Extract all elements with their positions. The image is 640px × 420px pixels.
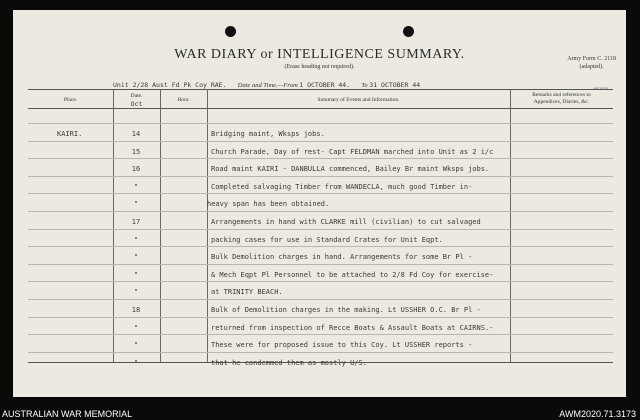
entry-date: " [133,323,139,332]
row-rule [28,334,613,335]
diary-page [13,10,626,397]
header-date: Date. [130,93,143,99]
row-rule [28,264,613,265]
entry-date: " [133,341,139,350]
entry-date: 15 [131,147,141,156]
entry-date: " [133,182,139,191]
entry-summary: at TRINITY BEACH. [211,288,283,297]
entry-summary: Bridging maint, Wksps jobs. [211,130,325,138]
column-divider-summary [510,89,511,362]
form-reference [567,55,616,71]
row-rule [28,317,613,318]
row-rule [28,141,613,142]
header-date-month: Oct [130,100,143,108]
entry-date: 18 [131,306,141,314]
page-subtitle: (Erase heading not required). [284,64,355,70]
header-remarks-line1: Remarks and references to [532,92,591,98]
entry-date: 16 [131,165,141,174]
punch-hole-right [403,26,414,37]
print-reference: 88/7433 [593,86,608,91]
entry-summary: These were for proposed issue to this Coy. Lt USSHER reports - [211,341,473,350]
entry-date: " [133,235,139,244]
date-to: 31 OCTOBER 44 [369,81,421,89]
entry-summary: packing cases for use in Standard Crates for Unit Eqpt. [211,235,443,244]
entry-summary: Bulk of Demolition charges in the making. Lt USSHER O.C. Br Pl - [211,306,481,314]
row-rule [28,299,613,300]
entry-summary: heavy span has been obtained. [207,200,330,209]
entry-date: " [133,253,139,262]
entry-place: KAIRI. [57,130,83,138]
row-rule [28,281,613,282]
form-reference-line2: (adapted). [579,64,604,70]
row-rule [28,211,613,212]
unit-line [113,81,420,89]
entry-summary: returned from inspection of Recce Boats & Assault Boats at CAIRNS.- [211,323,494,332]
column-divider-hour [207,89,208,362]
entry-summary: Church Parade, Day of rest- Capt FELDMAN marched into Unit as 2 i/c [211,147,494,156]
caption-right: AWM2020.71.3173 [559,409,636,419]
entry-date: " [133,358,139,367]
form-reference-line1: Army Form C. 2118 [567,56,616,62]
header-remarks [510,92,613,106]
to-label: To [361,82,368,89]
page-title: WAR DIARY or INTELLIGENCE SUMMARY. [174,47,465,62]
entry-summary: Completed salvaging Timber from WANDECLA, much good Timber in- [211,182,473,191]
date-label: Date and Time.—From [237,82,298,89]
entry-date: " [133,200,139,209]
row-rule [28,158,613,159]
date-from: 1 OCTOBER 44. [299,81,351,89]
entry-date: " [133,270,139,279]
row-rule [28,352,613,353]
entry-summary: Road maint KAIRI - DANBULLA commenced, Bailey Br maint Wksps jobs. [211,165,490,174]
entry-date: " [133,288,139,297]
entry-date: 17 [131,218,141,226]
punch-hole-left [225,26,236,37]
entry-summary: & Mech Eqpt Pl Personnel to be attached to 2/8 Fd Coy for exercise- [211,270,494,279]
unit-name: Unit 2/28 Aust Fd Pk Coy RAE. [113,81,227,89]
entry-date: 14 [131,130,141,138]
entry-summary: that he condemmed them as mostly U/S. [211,358,367,367]
entry-summary: Arrangements in hand with CLARKE mill (civilian) to cut salvaged [211,218,481,226]
column-divider-date [160,89,161,362]
header-place: Place. [63,97,78,103]
row-rule [28,193,613,194]
table-top-rule [28,89,613,90]
caption-left: AUSTRALIAN WAR MEMORIAL [2,409,133,419]
row-rule [28,123,613,124]
row-rule [28,229,613,230]
header-hour: Hour. [177,97,190,103]
table-header-rule [28,108,613,109]
header-remarks-line2: Appendices, Diaries, &c. [533,99,590,105]
row-rule [28,246,613,247]
header-summary: Summary of Events and Information. [317,97,400,103]
row-rule [28,176,613,177]
entry-summary: Bulk Demolition charges in hand. Arrangements for some Br Pl - [211,253,473,262]
